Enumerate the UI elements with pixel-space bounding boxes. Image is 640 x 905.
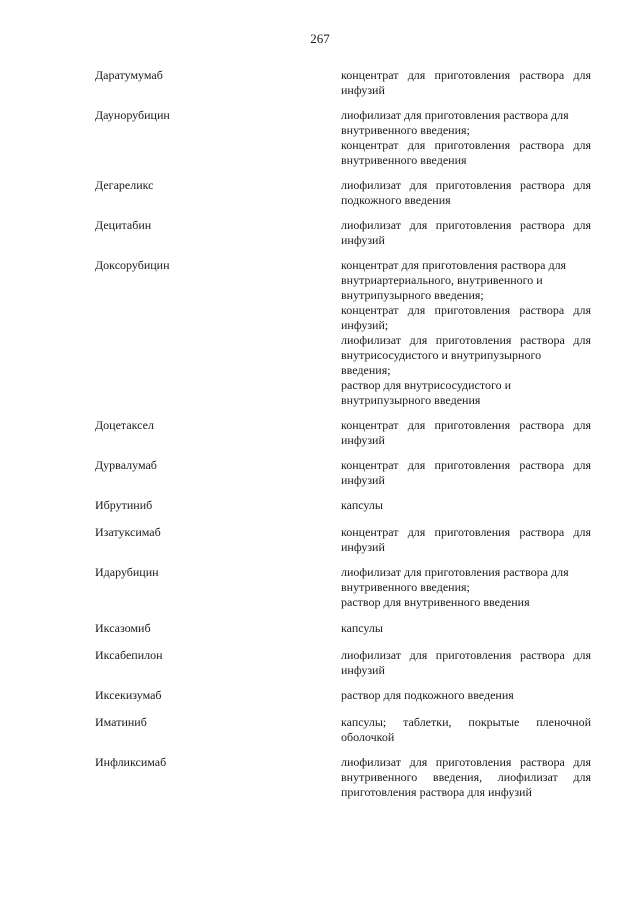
dosage-forms — [341, 648, 591, 678]
dosage-forms — [341, 108, 591, 168]
drug-name: Доцетаксел — [95, 418, 154, 432]
dosage-form-line: концентрат для приготовления раствора для — [341, 418, 591, 432]
dosage-forms — [341, 68, 591, 98]
dosage-form-line: подкожного введения — [341, 193, 451, 207]
drug-name: Ибрутиниб — [95, 498, 153, 512]
dosage-form-line: внутриартериального, внутривенного и — [341, 273, 543, 287]
dosage-form-line: внутривенного введения — [341, 153, 467, 167]
dosage-forms — [341, 258, 591, 408]
dosage-form-line: приготовления раствора для инфузий — [341, 785, 532, 799]
dosage-forms — [341, 458, 591, 488]
dosage-form-line: оболочкой — [341, 730, 395, 744]
dosage-form-line: раствор для подкожного введения — [341, 688, 514, 702]
dosage-form-line: раствор для внутрисосудистого и — [341, 378, 512, 392]
dosage-form-line: лиофилизат для приготовления раствора для — [341, 333, 591, 347]
dosage-forms — [341, 525, 591, 555]
dosage-form-line: капсулы — [341, 621, 383, 635]
dosage-forms — [341, 755, 591, 800]
drug-name: Дурвалумаб — [95, 458, 157, 472]
drug-name: Идарубицин — [95, 565, 159, 579]
dosage-form-line: раствор для внутривенного введения — [341, 595, 530, 609]
dosage-form-line: лиофилизат для приготовления раствора для — [341, 178, 591, 192]
drug-name: Иксекизумаб — [95, 688, 162, 702]
dosage-forms — [341, 178, 591, 208]
dosage-form-line: внутривенного введения; — [341, 580, 470, 594]
dosage-form-line: лиофилизат для приготовления раствора для — [341, 648, 591, 662]
drug-name: Децитабин — [95, 218, 152, 232]
dosage-form-line: внутрисосудистого и внутрипузырного — [341, 348, 542, 362]
dosage-form-line: инфузий — [341, 663, 385, 677]
dosage-form-line: инфузий — [341, 83, 385, 97]
dosage-form-line: инфузий; — [341, 318, 389, 332]
dosage-form-line: концентрат для приготовления раствора для — [341, 138, 591, 152]
dosage-form-line: внутривенного введения; — [341, 123, 470, 137]
drug-name: Изатуксимаб — [95, 525, 161, 539]
dosage-form-line: концентрат для приготовления раствора для — [341, 525, 591, 539]
drug-name: Инфликсимаб — [95, 755, 167, 769]
dosage-form-line: инфузий — [341, 473, 385, 487]
dosage-form-line: лиофилизат для приготовления раствора для — [341, 565, 569, 579]
dosage-form-line: внутрипузырного введения — [341, 393, 481, 407]
drug-name: Даратумумаб — [95, 68, 163, 82]
drug-name: Иксазомиб — [95, 621, 151, 635]
dosage-forms — [341, 621, 591, 636]
drug-name: Иматиниб — [95, 715, 147, 729]
dosage-form-line: капсулы; таблетки, покрытые пленочной — [341, 715, 591, 729]
dosage-form-line: введения; — [341, 363, 391, 377]
dosage-form-line: внутривенного введения, лиофилизат для — [341, 770, 591, 784]
dosage-forms — [341, 498, 591, 513]
drug-name: Доксорубицин — [95, 258, 170, 272]
drug-name: Дегареликс — [95, 178, 154, 192]
dosage-form-line: концентрат для приготовления раствора для — [341, 258, 567, 272]
dosage-form-line: лиофилизат для приготовления раствора для — [341, 218, 591, 232]
drug-name: Даунорубицин — [95, 108, 170, 122]
dosage-form-line: концентрат для приготовления раствора для — [341, 303, 591, 317]
dosage-form-line: концентрат для приготовления раствора для — [341, 68, 591, 82]
dosage-form-line: лиофилизат для приготовления раствора для — [341, 108, 569, 122]
dosage-form-line: лиофилизат для приготовления раствора для — [341, 755, 591, 769]
page-number: 267 — [310, 31, 330, 46]
dosage-forms — [341, 715, 591, 745]
drug-name: Иксабепилон — [95, 648, 163, 662]
dosage-forms — [341, 688, 591, 703]
dosage-form-line: внутрипузырного введения; — [341, 288, 484, 302]
dosage-form-line: инфузий — [341, 540, 385, 554]
dosage-forms — [341, 218, 591, 248]
dosage-form-line: капсулы — [341, 498, 383, 512]
dosage-forms — [341, 418, 591, 448]
dosage-forms — [341, 565, 591, 610]
dosage-form-line: инфузий — [341, 233, 385, 247]
dosage-form-line: инфузий — [341, 433, 385, 447]
dosage-form-line: концентрат для приготовления раствора для — [341, 458, 591, 472]
